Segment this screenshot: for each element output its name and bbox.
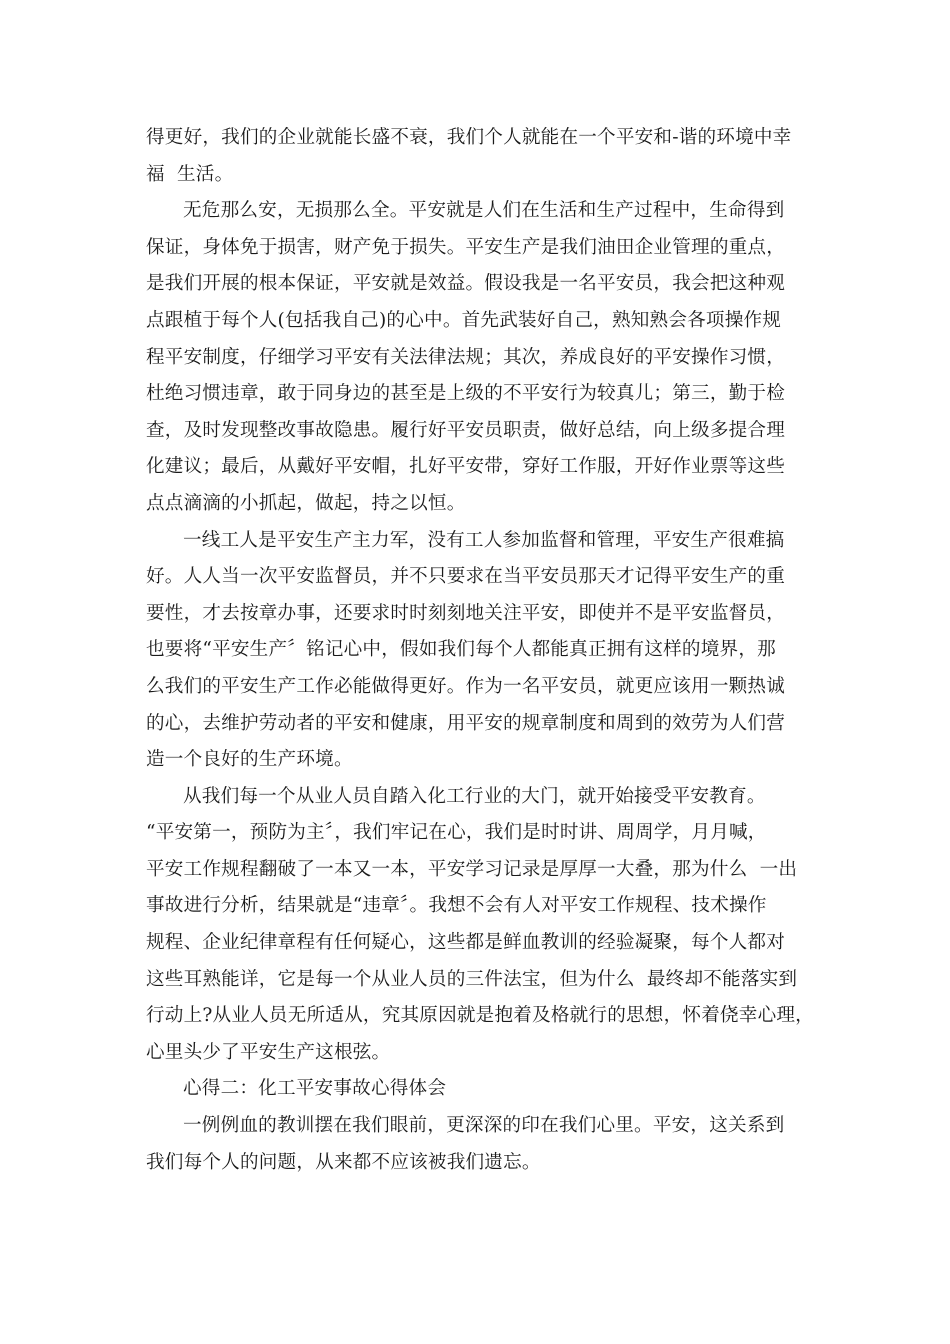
- text-line: 福 生活。: [146, 163, 234, 185]
- text-line: 无危那么安，无损那么全。平安就是人们在生活和生产过程中，生命得到: [183, 200, 785, 222]
- text-line: “平安第一，预防为主〞，我们牢记在心，我们是时时讲、周周学，月月喊，: [146, 822, 767, 844]
- text-line: 一线工人是平安生产主力军，没有工人参加监督和管理，平安生产很难搞: [183, 529, 785, 551]
- text-line: 得更好，我们的企业就能长盛不衰，我们个人就能在一个平安和-谐的环境中幸: [146, 127, 792, 148]
- text-line: 程平安制度，仔细学习平安有关法律法规；其次，养成良好的平安操作习惯，: [146, 346, 785, 368]
- text-line: 要性，才去按章办事，还要求时时刻刻地关注平安，即使并不是平安监督员，: [146, 602, 785, 624]
- text-line: 杜绝习惯违章，敢于同身边的甚至是上级的不平安行为较真儿；第三，勤于检: [146, 383, 785, 405]
- text-line: 事故进行分析，结果就是“违章〞。我想不会有人对平安工作规程、技术操作: [146, 895, 767, 917]
- text-line: 行动上?从业人员无所适从，究其原因就是抱着及格就行的思想，怀着侥幸心理，: [146, 1005, 814, 1027]
- text-line: 查，及时发现整改事故隐患。履行好平安员职责，做好总结，向上级多提合理: [146, 419, 785, 441]
- text-line: 保证，身体免于损害，财产免于损失。平安生产是我们油田企业管理的重点，: [146, 236, 785, 258]
- text-line: 是我们开展的根本保证，平安就是效益。假设我是一名平安员，我会把这种观: [146, 273, 785, 295]
- text-line: 的心，去维护劳动者的平安和健康，用平安的规章制度和周到的效劳为人们营: [146, 712, 785, 734]
- text-line: 造一个良好的生产环境。: [146, 749, 353, 771]
- text-line: 点跟植于每个人(包括我自己)的心中。首先武装好自己，熟知熟会各项操作规: [146, 309, 782, 331]
- text-line: 平安工作规程翻破了一本又一本，平安学习记录是厚厚一大叠，那为什么 一出: [146, 858, 798, 880]
- text-line: 也要将“平安生产〞铭记心中，假如我们每个人都能真正拥有这样的境界，那: [146, 639, 776, 661]
- text-line: 一例例血的教训摆在我们眼前，更深深的印在我们心里。平安，这关系到: [183, 1115, 785, 1137]
- text-line: 从我们每一个从业人员自踏入化工行业的大门，就开始接受平安教育。: [183, 785, 766, 807]
- text-line: 我们每个人的问题，从来都不应该被我们遗忘。: [146, 1151, 541, 1173]
- text-line: 这些耳熟能详，它是每一个从业人员的三件法宝，但为什么 最终却不能落实到: [146, 968, 798, 990]
- text-line: 规程、企业纪律章程有任何疑心，这些都是鲜血教训的经验凝聚，每个人都对: [146, 932, 785, 954]
- text-line: 心里头少了平安生产这根弦。: [146, 1041, 391, 1063]
- text-line: 好。人人当一次平安监督员，并不只要求在当平安员那天才记得平安生产的重: [146, 566, 785, 588]
- text-line: 点点滴滴的小抓起，做起，持之以恒。: [146, 492, 466, 514]
- text-line: 心得二：化工平安事故心得体会: [183, 1078, 447, 1100]
- body-text: [146, 120, 826, 1181]
- text-line: 么我们的平安生产工作必能做得更好。作为一名平安员，就更应该用一颗热诚: [146, 675, 785, 697]
- text-line: 化建议；最后，从戴好平安帽，扎好平安带，穿好工作服，开好作业票等这些: [146, 456, 785, 478]
